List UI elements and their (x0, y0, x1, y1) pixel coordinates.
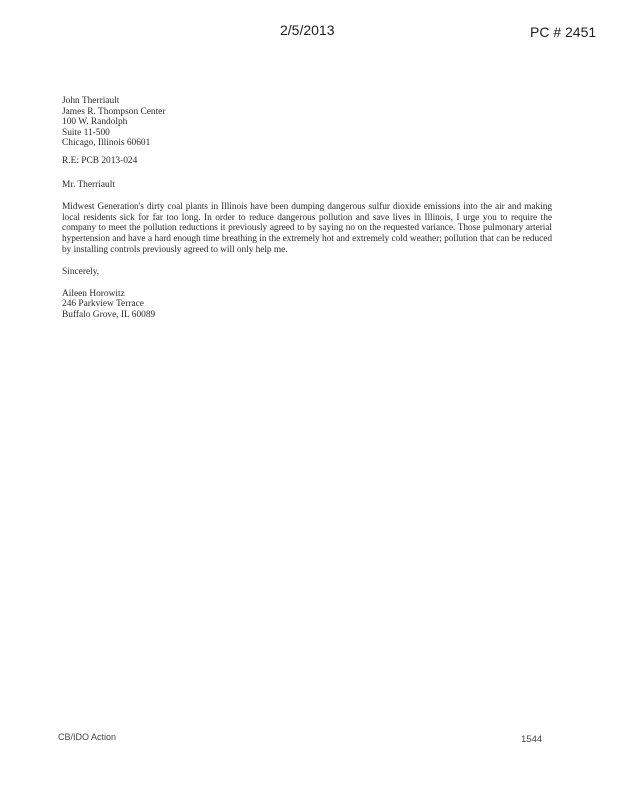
recipient-line: John Therriault (62, 96, 120, 106)
sender-line: 246 Parkview Terrace (62, 299, 144, 310)
recipient-line: 100 W. Randolph (62, 117, 128, 128)
closing: Sincerely, (62, 267, 100, 278)
recipient-line: James R. Thompson Center (62, 106, 166, 117)
public-comment-number: PC # 2451 (530, 24, 597, 40)
salutation: Mr. Therriault (62, 179, 115, 190)
letter-body (62, 96, 552, 321)
reference-line: R.E: PCB 2013-024 (62, 155, 138, 166)
letter-paragraph: Midwest Generation's dirty coal plants in Illinois have been dumping dangerous sulfur dioxide emissions into the air and making local residents sick for far too long. In order to reduce dangerous pollution and save lives in Illinois, I urge you to require the company to meet the pollution reductions it previously agreed to by saying no on the requested variance. Those pulmonary arterial hypertension and have a hard enough time breathing in the extremely hot and extremely cold weather; pollution that can be reduced by installing controls previously agreed to will only help me. (62, 202, 552, 255)
sender-address (62, 289, 552, 321)
footer-action-label: CB/IDO Action (58, 732, 117, 742)
sender-line: Aileen Horowitz (62, 288, 125, 299)
sender-line: Buffalo Grove, IL 60089 (62, 309, 156, 320)
page-number: 1544 (521, 734, 543, 745)
recipient-line: Chicago, Illinois 60601 (62, 138, 151, 149)
recipient-address (62, 96, 552, 149)
recipient-line: Suite 11-500 (62, 127, 110, 138)
header-date: 2/5/2013 (280, 22, 335, 38)
